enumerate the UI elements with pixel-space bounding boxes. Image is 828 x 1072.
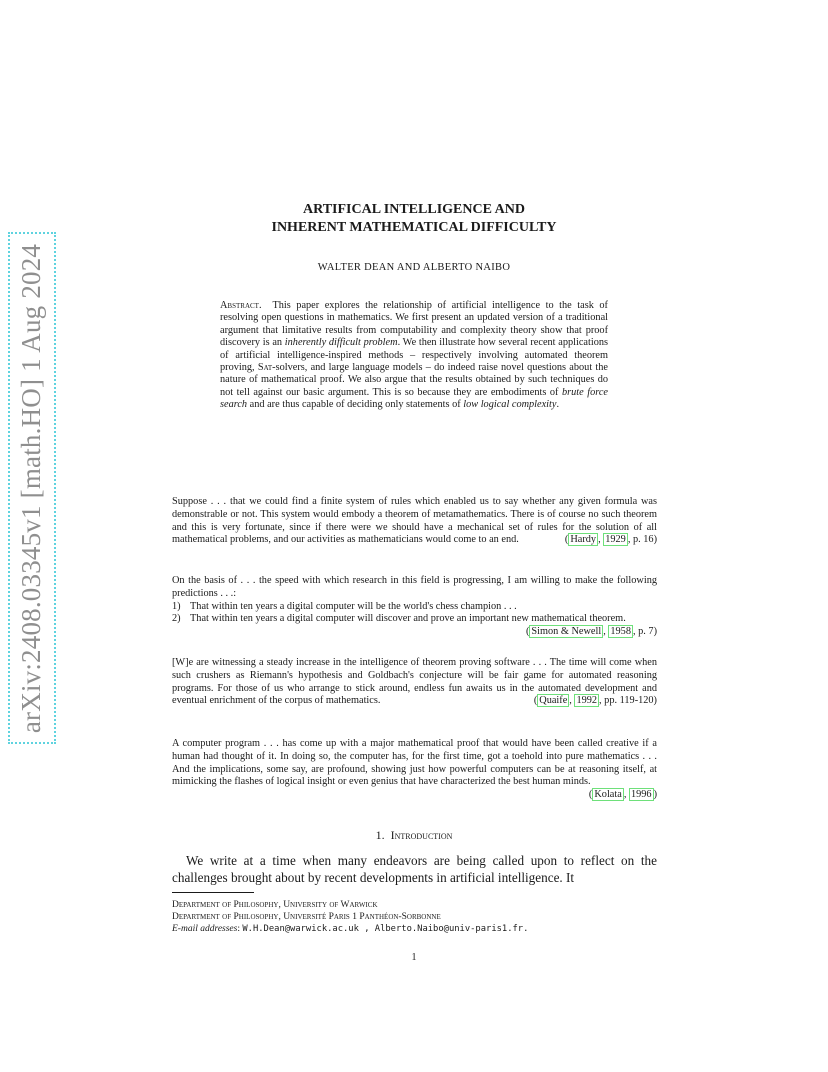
section-title: Introduction xyxy=(390,828,453,842)
epigraph-citation xyxy=(589,789,657,802)
arxiv-id-text: arXiv:2408.03345v1 [math.HO] 1 Aug 2024 xyxy=(16,243,47,733)
list-item-number: 1) xyxy=(172,600,181,612)
paper-title xyxy=(172,201,656,237)
epigraph-quaife xyxy=(172,657,657,708)
abstract-text-4: and are thus capable of deciding only statements of xyxy=(247,399,464,411)
list-item-number: 2) xyxy=(172,613,181,625)
cite-separator: , xyxy=(569,695,575,707)
citation-link-year[interactable]: 1958 xyxy=(610,626,631,638)
abstract xyxy=(220,300,608,412)
cite-close: ) xyxy=(653,789,657,801)
abstract-text-5: . xyxy=(556,399,560,411)
cite-close: , pp. 119-120) xyxy=(599,695,657,707)
list-item-text: That within ten years a digital computer will discover and prove an important new mathematical theorem. xyxy=(190,613,626,625)
citation-link-year[interactable]: 1996 xyxy=(630,789,652,801)
email-label: E-mail addresses xyxy=(172,924,238,934)
abstract-emphasis-2: brute force search xyxy=(220,386,608,411)
abstract-emphasis-1: inherently difficult problem xyxy=(284,337,398,349)
list-item xyxy=(172,613,657,638)
epigraph-text: [W]e are witnessing a steady increase in the intelligence of theorem proving software . . . The time will come when such crushers as Riemann's hypothesis and Goldbach's conjecture will be fair game for automated reasoning programs. For those of us who arrange to stick around, endless fun awaits us in the automated development and eventual enrichment of the corpus of mathematics. xyxy=(172,657,657,707)
list-item-text: That within ten years a digital computer will be the world's chess champion . . . xyxy=(190,600,517,612)
email-link-dean[interactable]: W.H.Dean@warwick.ac.uk xyxy=(242,924,359,934)
email-addresses xyxy=(172,923,657,935)
predictions-list xyxy=(172,600,657,638)
page-number: 1 xyxy=(411,952,417,963)
citation-link-author[interactable]: Kolata xyxy=(594,789,622,801)
abstract-label: Abstract. xyxy=(220,300,262,311)
title-line-2: INHERENT MATHEMATICAL DIFFICULTY xyxy=(271,220,557,235)
cite-open: ( xyxy=(588,789,593,801)
abstract-sat-label: Sat xyxy=(257,362,273,374)
abstract-text-1: This paper explores the relationship of artificial intelligence to the task of resolving open questions in mathematics. We first present an updated version of a traditional argument that limitative results from computability and complexity theory show that proof discovery is an xyxy=(220,300,608,349)
section-number: 1. xyxy=(375,828,385,842)
arxiv-sidebar-stamp xyxy=(8,232,56,744)
citation-link-year[interactable]: 1929 xyxy=(605,534,626,546)
affiliation-warwick: Department of Philosophy, University of Warwick xyxy=(172,900,378,910)
epigraph-intro: On the basis of . . . the speed with which research in this field is progressing, I am willing to make the following predictions . . .: xyxy=(172,575,657,599)
abstract-text-3: -solvers, and large language models – do indeed raise novel questions about the nature of mathematical proof. We also argue that the results obtained by such techniques do not tell against our basic argument. This is so because they are embodiments of xyxy=(220,362,609,398)
epigraph-text: A computer program . . . has come up with a major mathematical proof that would have been called creative if a human had thought of it. In doing so, the computer has, for the first time, got a toehold into pure mathematics . . . And the implications, some say, are profound, showing just how powerful computers can be at reasoning itself, at mimicking the flashes of logical insight or even genius that have characterized the best human minds. xyxy=(172,738,657,788)
email-colon: : xyxy=(237,924,243,934)
citation-link-author[interactable]: Hardy xyxy=(570,534,597,546)
epigraph-simon-newell xyxy=(172,575,657,639)
abstract-text-2: . We then illustrate how several recent applications of artificial intelligence-inspired methods – respectively involving automated theorem proving, xyxy=(220,337,609,374)
title-line-1: ARTIFICAL INTELLIGENCE AND xyxy=(302,202,525,217)
citation-link-author[interactable]: Simon & Newell xyxy=(531,626,602,638)
introduction-paragraph: We write at a time when many endeavors are being called upon to reflect on the challenges brought about by recent developments in artificial intelligence. It xyxy=(172,853,657,885)
epigraph-citation xyxy=(565,534,657,547)
cite-close: , p. 7) xyxy=(632,626,657,638)
email-end: . xyxy=(523,924,529,934)
list-item xyxy=(172,601,657,614)
citation-link-author[interactable]: Quaife xyxy=(539,695,568,707)
cite-separator: , xyxy=(603,626,609,638)
cite-separator: , xyxy=(623,789,629,801)
footnote-rule xyxy=(172,892,254,893)
section-heading-introduction xyxy=(172,828,656,843)
citation-link-year[interactable]: 1992 xyxy=(576,695,598,707)
affiliation-paris: Department of Philosophy, Université Paris 1 Panthéon-Sorbonne xyxy=(172,912,441,922)
epigraph-citation xyxy=(534,695,657,708)
paper-authors: WALTER DEAN AND ALBERTO NAIBO xyxy=(317,262,511,273)
epigraph-citation xyxy=(526,626,657,639)
cite-separator: , xyxy=(598,534,604,546)
email-link-naibo[interactable]: Alberto.Naibo@univ-paris1.fr xyxy=(374,924,524,934)
cite-open: ( xyxy=(525,626,530,638)
epigraph-kolata xyxy=(172,738,657,802)
cite-open: ( xyxy=(564,534,569,546)
epigraph-hardy xyxy=(172,496,657,547)
cite-open: ( xyxy=(533,695,538,707)
epigraph-text: Suppose . . . that we could find a finite system of rules which enabled us to say whether any given formula was demonstrable or not. This system would embody a theorem of metamathematics. There is of course no such theorem and this is very fortunate, since if there were we should have a mechanical set of rules for the solution of all mathematical problems, and our activities as mathematicians would come to an end. xyxy=(172,496,657,546)
cite-close: , p. 16) xyxy=(627,534,657,546)
abstract-emphasis-3: low logical complexity xyxy=(463,399,557,411)
email-separator: , xyxy=(358,924,375,934)
